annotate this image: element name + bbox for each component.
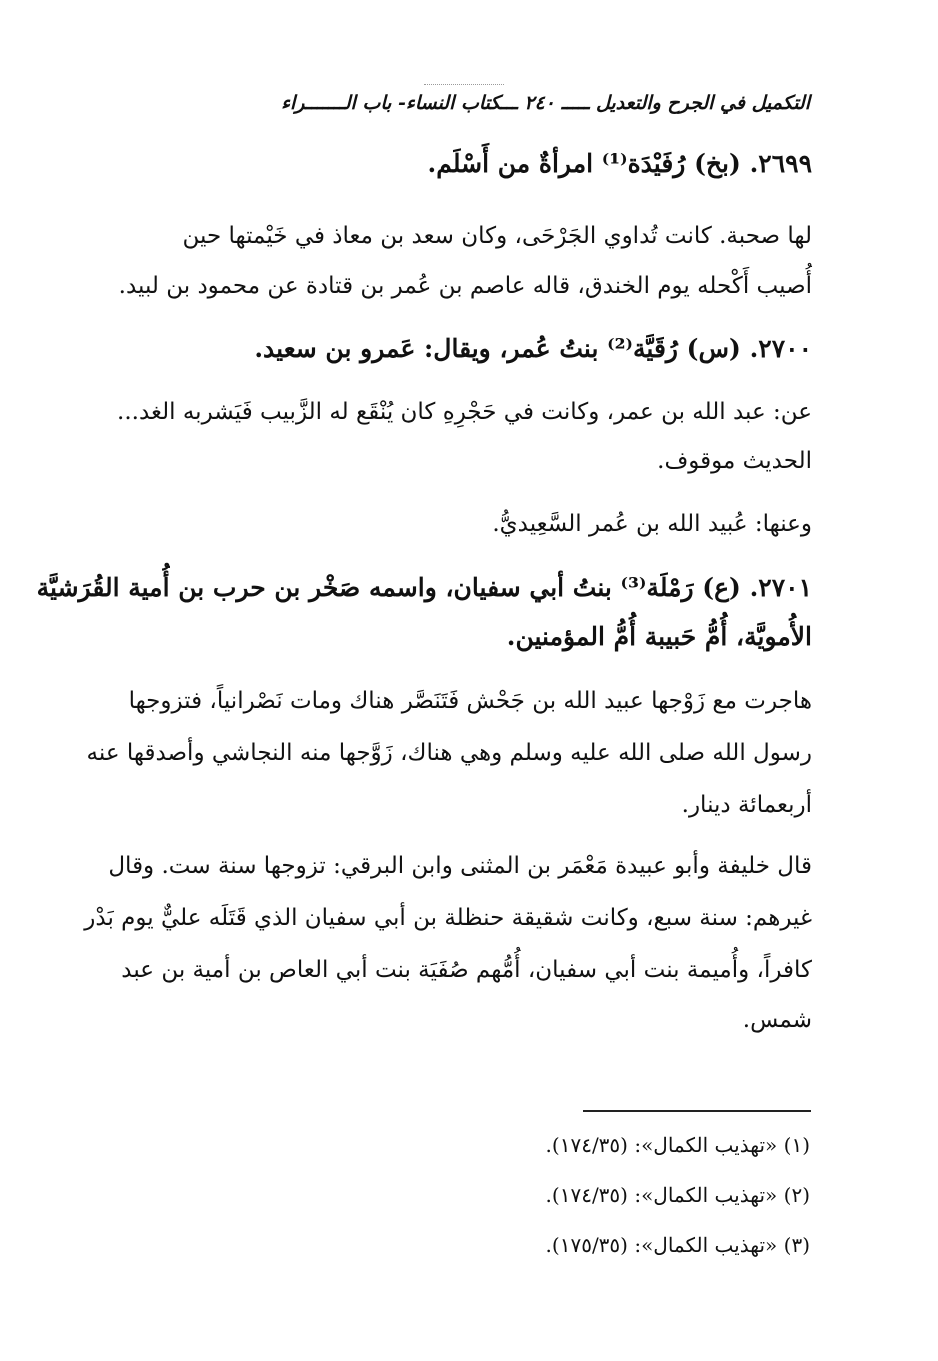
text-line: لها صحبة. كانت تُداوي الجَرْحَى، وكان سعد بن معاذ في خَيْمتها حين: [182, 223, 812, 249]
entry-number: ٢٦٩٩.: [749, 149, 812, 178]
text-line: عن: عبد الله بن عمر، وكانت في حَجْرِهِ كان يُنْقَع له الزَّبيب فَيَشربه الغد...: [117, 399, 812, 425]
footnote: (٢) «تهذيب الكمال»: (١٧٤/٣٥).: [545, 1183, 810, 1207]
text-line: أُصيب أَكْحله يوم الخندق، قاله عاصم بن عُمر بن قتادة عن محمود بن لبيد.: [118, 273, 812, 299]
scan-artifact: [424, 84, 504, 85]
entry-title-continuation: الأُمويَّة، أُمُّ حَبيبة أُمُّ المؤمنين.: [506, 622, 812, 651]
text-line: كافراً، وأُميمة بنت أبي سفيان، أُمُّهم صُفَيَة بنت أبي العاص بن أمية بن عبد: [121, 957, 812, 983]
entry-number: ٢٧٠٠.: [749, 334, 812, 363]
entry-number: ٢٧٠١.: [749, 573, 812, 602]
entry-title: (ع) رَمْلَة⁽³⁾ بنتُ أبي سفيان، واسمه صَخْر بن حرب بن أُمية القُرَشيَّة: [36, 573, 741, 602]
footnote: (٣) «تهذيب الكمال»: (١٧٥/٣٥).: [545, 1233, 810, 1257]
entry-heading: [122, 331, 812, 367]
header-separator: ـــــ: [561, 92, 590, 114]
entry-heading: [122, 146, 812, 182]
text-line: قال خليفة وأبو عبيدة مَعْمَر بن المثنى وابن البرقي: تزوجها سنة ست. وقال: [108, 853, 812, 879]
entry-title: (بخ) رُفَيْدَة⁽¹⁾ امرأةٌ من أَسْلَم.: [427, 149, 741, 178]
header-section: كتاب النساء- باب الـــــــراء: [281, 92, 501, 114]
text-line: هاجرت مع زَوْجها عبيد الله بن جَحْش فَتَنَصَّر هناك ومات نَصْرانياً، فتزوجها: [128, 688, 812, 714]
entry-heading: [36, 570, 812, 606]
header-separator: ـــ: [500, 92, 518, 114]
text-line: غيرهم: سنة سبع، وكانت شقيقة حنظلة بن أبي سفيان الذي قَتَلَه عليٌّ يوم بَدْر: [84, 905, 812, 931]
running-header: [130, 92, 810, 122]
footnote-divider: [583, 1110, 811, 1112]
text-line: وعنها: عُبيد الله بن عُمر السَّعِيديُّ.: [492, 511, 812, 537]
text-line: رسول الله صلى الله عليه وسلم وهي هناك، زَوَّجها منه النجاشي وأصدقها عنه: [86, 740, 812, 766]
footnote: (١) «تهذيب الكمال»: (١٧٤/٣٥).: [545, 1133, 810, 1157]
header-page-number: ٢٤٠: [524, 92, 555, 114]
text-line: شمس.: [742, 1007, 812, 1033]
header-book-title: التكميل في الجرح والتعديل: [595, 92, 810, 114]
text-line: أربعمائة دينار.: [681, 792, 812, 818]
text-line: الحديث موقوف.: [657, 448, 812, 474]
entry-title: (س) رُقَيَّة⁽²⁾ بنتُ عُمر، ويقال: عَمرو بن سعيد.: [254, 334, 741, 363]
